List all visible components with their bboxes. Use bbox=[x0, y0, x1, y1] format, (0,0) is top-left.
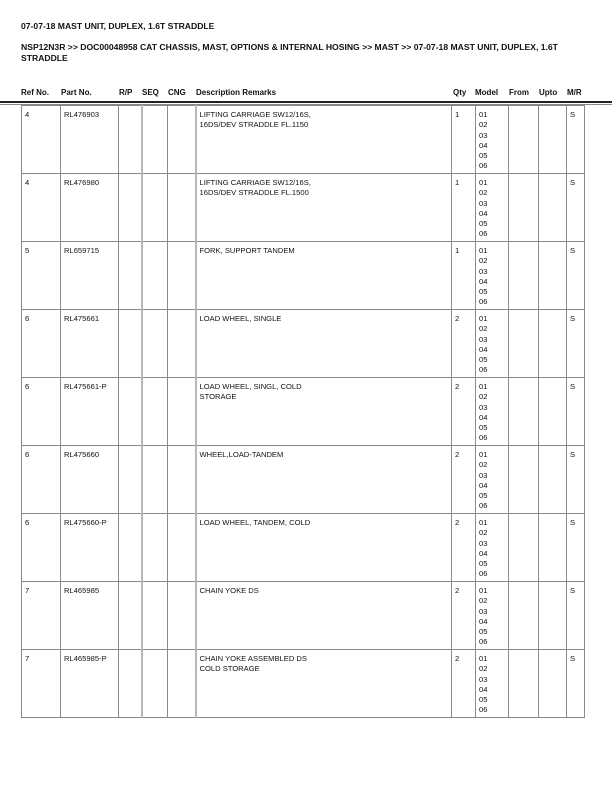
description-line: WHEEL,LOAD-TANDEM bbox=[199, 450, 284, 459]
cell-seq bbox=[142, 310, 168, 378]
cell-cng bbox=[168, 242, 196, 310]
model-code: 04 bbox=[479, 480, 488, 490]
model-code: 01 bbox=[479, 450, 488, 459]
model-code: 04 bbox=[479, 140, 488, 150]
cell-mr: S bbox=[567, 650, 585, 718]
model-code: 04 bbox=[479, 684, 488, 694]
cell-cng bbox=[168, 310, 196, 378]
cell-from bbox=[509, 514, 539, 582]
model-code: 03 bbox=[479, 130, 488, 140]
model-code: 03 bbox=[479, 266, 488, 276]
cell-part-number: RL476980 bbox=[61, 174, 119, 242]
model-code: 04 bbox=[479, 412, 488, 422]
cell-description bbox=[196, 242, 452, 310]
cell-part-number: RL476903 bbox=[61, 106, 119, 174]
cell-from bbox=[509, 582, 539, 650]
cell-ref: 4 bbox=[22, 174, 61, 242]
cell-seq bbox=[142, 650, 168, 718]
cell-seq bbox=[142, 174, 168, 242]
model-code: 01 bbox=[479, 382, 488, 391]
table-row bbox=[22, 106, 585, 174]
model-code: 03 bbox=[479, 198, 488, 208]
description-line: COLD STORAGE bbox=[199, 664, 260, 674]
model-code: 06 bbox=[479, 433, 488, 443]
column-header-upto: Upto bbox=[539, 88, 558, 97]
model-code: 05 bbox=[479, 151, 488, 161]
cell-description bbox=[196, 514, 452, 582]
cell-rp bbox=[119, 174, 142, 242]
model-code: 02 bbox=[479, 664, 488, 674]
header-divider bbox=[0, 101, 612, 103]
cell-from bbox=[509, 446, 539, 514]
cell-from bbox=[509, 106, 539, 174]
table-row bbox=[22, 582, 585, 650]
cell-qty: 1 bbox=[452, 242, 476, 310]
cell-qty: 1 bbox=[452, 174, 476, 242]
cell-seq bbox=[142, 514, 168, 582]
cell-upto bbox=[539, 242, 567, 310]
cell-ref: 6 bbox=[22, 446, 61, 514]
column-header-desc: Description Remarks bbox=[196, 88, 277, 97]
column-header-part: Part No. bbox=[61, 88, 92, 97]
column-header-mr: M/R bbox=[567, 88, 582, 97]
cell-model bbox=[476, 446, 509, 514]
model-code: 04 bbox=[479, 276, 488, 286]
cell-rp bbox=[119, 650, 142, 718]
cell-model bbox=[476, 174, 509, 242]
cell-ref: 4 bbox=[22, 106, 61, 174]
description-line: 16DS/DEV STRADDLE FL.1500 bbox=[199, 188, 309, 198]
cell-qty: 1 bbox=[452, 106, 476, 174]
breadcrumb: NSP12N3R >> DOC00048958 CAT CHASSIS, MAST, OPTIONS & INTERNAL HOSING >> MAST >> 07-07-18 MAST UNIT, DUPLEX, 1.6T STRADDLE bbox=[21, 42, 558, 63]
cell-upto bbox=[539, 310, 567, 378]
description-line: LIFTING CARRIAGE SW12/16S, bbox=[199, 178, 311, 187]
description-line: LOAD WHEEL, SINGL, COLD bbox=[199, 382, 302, 391]
model-code: 03 bbox=[479, 334, 488, 344]
model-code: 05 bbox=[479, 355, 488, 365]
cell-ref: 6 bbox=[22, 514, 61, 582]
model-code: 01 bbox=[479, 246, 488, 255]
cell-ref: 7 bbox=[22, 650, 61, 718]
cell-description bbox=[196, 174, 452, 242]
model-code: 06 bbox=[479, 365, 488, 375]
cell-rp bbox=[119, 514, 142, 582]
cell-rp bbox=[119, 310, 142, 378]
cell-from bbox=[509, 650, 539, 718]
cell-mr: S bbox=[567, 446, 585, 514]
cell-ref: 6 bbox=[22, 310, 61, 378]
table-row bbox=[22, 242, 585, 310]
description-line: STORAGE bbox=[199, 392, 237, 402]
cell-upto bbox=[539, 446, 567, 514]
model-code: 04 bbox=[479, 344, 488, 354]
model-code: 06 bbox=[479, 569, 488, 579]
cell-upto bbox=[539, 650, 567, 718]
cell-qty: 2 bbox=[452, 446, 476, 514]
cell-mr: S bbox=[567, 310, 585, 378]
model-code: 02 bbox=[479, 256, 488, 266]
model-code: 03 bbox=[479, 402, 488, 412]
cell-from bbox=[509, 242, 539, 310]
cell-model bbox=[476, 310, 509, 378]
model-code: 02 bbox=[479, 528, 488, 538]
cell-cng bbox=[168, 582, 196, 650]
model-code: 03 bbox=[479, 674, 488, 684]
model-code: 06 bbox=[479, 501, 488, 511]
cell-upto bbox=[539, 378, 567, 446]
cell-model bbox=[476, 242, 509, 310]
cell-upto bbox=[539, 514, 567, 582]
description-line: LIFTING CARRIAGE SW12/16S, bbox=[199, 110, 311, 119]
model-code: 06 bbox=[479, 229, 488, 239]
column-header-seq: SEQ bbox=[142, 88, 159, 97]
model-code: 02 bbox=[479, 188, 488, 198]
cell-cng bbox=[168, 446, 196, 514]
cell-ref: 7 bbox=[22, 582, 61, 650]
cell-rp bbox=[119, 378, 142, 446]
column-header-rp: R/P bbox=[119, 88, 133, 97]
model-code: 05 bbox=[479, 491, 488, 501]
model-code: 05 bbox=[479, 287, 488, 297]
cell-model bbox=[476, 106, 509, 174]
model-code: 06 bbox=[479, 161, 488, 171]
column-header-model: Model bbox=[475, 88, 499, 97]
table-row bbox=[22, 514, 585, 582]
cell-cng bbox=[168, 174, 196, 242]
model-code: 01 bbox=[479, 586, 488, 595]
parts-table bbox=[21, 105, 585, 718]
model-code: 02 bbox=[479, 392, 488, 402]
model-code: 02 bbox=[479, 120, 488, 130]
cell-mr: S bbox=[567, 106, 585, 174]
column-header-cng: CNG bbox=[168, 88, 186, 97]
description-line: CHAIN YOKE DS bbox=[199, 586, 259, 595]
cell-rp bbox=[119, 446, 142, 514]
model-code: 04 bbox=[479, 208, 488, 218]
cell-description bbox=[196, 582, 452, 650]
cell-mr: S bbox=[567, 174, 585, 242]
cell-part-number: RL475660 bbox=[61, 446, 119, 514]
description-line: LOAD WHEEL, SINGLE bbox=[199, 314, 282, 323]
cell-ref: 6 bbox=[22, 378, 61, 446]
description-line: CHAIN YOKE ASSEMBLED DS bbox=[199, 654, 307, 663]
cell-mr: S bbox=[567, 582, 585, 650]
model-code: 01 bbox=[479, 654, 488, 663]
cell-part-number: RL475661-P bbox=[61, 378, 119, 446]
description-line: FORK, SUPPORT TANDEM bbox=[199, 246, 295, 255]
table-row bbox=[22, 174, 585, 242]
model-code: 01 bbox=[479, 110, 488, 119]
model-code: 01 bbox=[479, 518, 488, 527]
cell-from bbox=[509, 378, 539, 446]
cell-part-number: RL475661 bbox=[61, 310, 119, 378]
cell-cng bbox=[168, 106, 196, 174]
table-row bbox=[22, 378, 585, 446]
cell-description bbox=[196, 310, 452, 378]
cell-description bbox=[196, 106, 452, 174]
column-header-qty: Qty bbox=[453, 88, 467, 97]
column-header-from: From bbox=[509, 88, 529, 97]
model-code: 05 bbox=[479, 559, 488, 569]
table-row bbox=[22, 310, 585, 378]
model-code: 04 bbox=[479, 548, 488, 558]
cell-part-number: RL659715 bbox=[61, 242, 119, 310]
cell-model bbox=[476, 582, 509, 650]
table-row bbox=[22, 446, 585, 514]
model-code: 04 bbox=[479, 616, 488, 626]
cell-cng bbox=[168, 378, 196, 446]
model-code: 01 bbox=[479, 178, 488, 187]
cell-qty: 2 bbox=[452, 582, 476, 650]
cell-mr: S bbox=[567, 514, 585, 582]
cell-part-number: RL475660-P bbox=[61, 514, 119, 582]
cell-upto bbox=[539, 174, 567, 242]
cell-rp bbox=[119, 106, 142, 174]
cell-qty: 2 bbox=[452, 650, 476, 718]
model-code: 02 bbox=[479, 324, 488, 334]
cell-seq bbox=[142, 378, 168, 446]
cell-model bbox=[476, 514, 509, 582]
model-code: 05 bbox=[479, 627, 488, 637]
model-code: 01 bbox=[479, 314, 488, 323]
model-code: 03 bbox=[479, 470, 488, 480]
cell-cng bbox=[168, 514, 196, 582]
cell-seq bbox=[142, 242, 168, 310]
model-code: 03 bbox=[479, 538, 488, 548]
model-code: 03 bbox=[479, 606, 488, 616]
cell-upto bbox=[539, 582, 567, 650]
cell-part-number: RL465985-P bbox=[61, 650, 119, 718]
cell-from bbox=[509, 310, 539, 378]
cell-qty: 2 bbox=[452, 378, 476, 446]
model-code: 06 bbox=[479, 297, 488, 307]
model-code: 05 bbox=[479, 423, 488, 433]
cell-rp bbox=[119, 242, 142, 310]
cell-qty: 2 bbox=[452, 514, 476, 582]
cell-model bbox=[476, 378, 509, 446]
cell-description bbox=[196, 378, 452, 446]
description-line: 16DS/DEV STRADDLE FL.1150 bbox=[199, 120, 309, 130]
cell-description bbox=[196, 650, 452, 718]
cell-seq bbox=[142, 582, 168, 650]
column-header-ref: Ref No. bbox=[21, 88, 49, 97]
description-line: LOAD WHEEL, TANDEM, COLD bbox=[199, 518, 311, 527]
cell-description bbox=[196, 446, 452, 514]
cell-seq bbox=[142, 106, 168, 174]
cell-upto bbox=[539, 106, 567, 174]
cell-from bbox=[509, 174, 539, 242]
cell-rp bbox=[119, 582, 142, 650]
model-code: 06 bbox=[479, 705, 488, 715]
cell-qty: 2 bbox=[452, 310, 476, 378]
model-code: 06 bbox=[479, 637, 488, 647]
page-title: 07-07-18 MAST UNIT, DUPLEX, 1.6T STRADDLE bbox=[21, 21, 215, 31]
cell-seq bbox=[142, 446, 168, 514]
model-code: 05 bbox=[479, 219, 488, 229]
cell-cng bbox=[168, 650, 196, 718]
cell-model bbox=[476, 650, 509, 718]
cell-mr: S bbox=[567, 378, 585, 446]
table-row bbox=[22, 650, 585, 718]
cell-ref: 5 bbox=[22, 242, 61, 310]
model-code: 02 bbox=[479, 460, 488, 470]
model-code: 02 bbox=[479, 596, 488, 606]
model-code: 05 bbox=[479, 695, 488, 705]
cell-part-number: RL465985 bbox=[61, 582, 119, 650]
cell-mr: S bbox=[567, 242, 585, 310]
